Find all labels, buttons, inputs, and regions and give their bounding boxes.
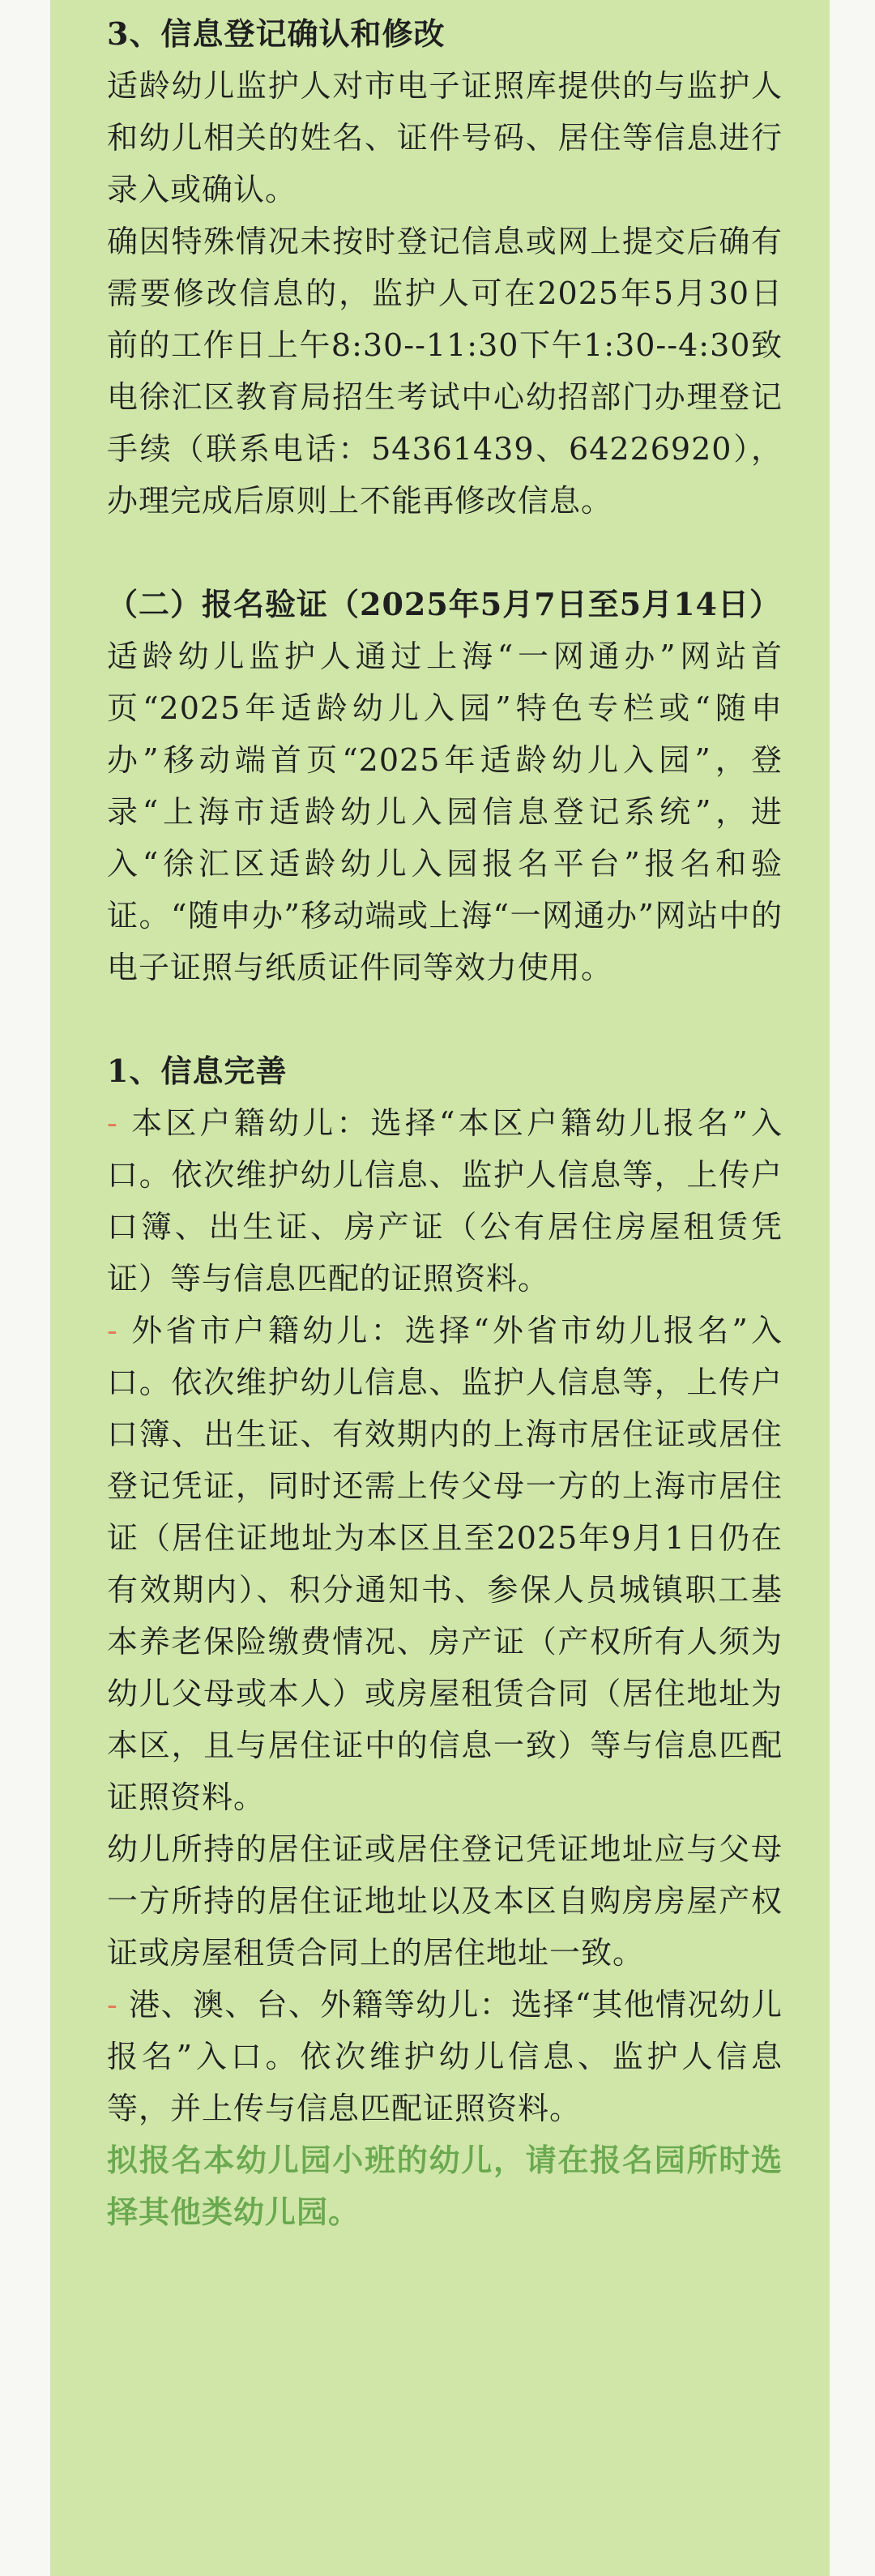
dash-bullet: - — [107, 1987, 118, 2023]
dash-bullet: - — [107, 1313, 118, 1348]
list-item-local-household — [107, 1097, 783, 1305]
list-item-other-province — [107, 1305, 783, 1823]
spacer — [107, 527, 783, 579]
list-item-other-cases — [107, 1979, 783, 2134]
list-item-text: 本区户籍幼儿：选择“本区户籍幼儿报名”入口。依次维护幼儿信息、监护人信息等，上传户口簿、出生证、房产证（公有居住房屋租赁凭证）等与信息匹配的证照资料。 — [107, 1105, 783, 1297]
dash-bullet: - — [107, 1105, 118, 1141]
list-item-text: 外省市户籍幼儿：选择“外省市幼儿报名”入口。依次维护幼儿信息、监护人信息等，上传户口簿、出生证、有效期内的上海市居住证或居住登记凭证，同时还需上传父母一方的上海市居住证（居住证地址为本区且至2025年9月1日仍在有效期内）、积分通知书、参保人员城镇职工基本养老保险缴费情况、房产证（产权所有人须为幼儿父母或本人）或房屋租赁合同（居住地址为本区，且与居住证中的信息一致）等与信息匹配证照资料。 — [107, 1313, 783, 1815]
paragraph-info-entry: 适龄幼儿监护人对市电子证照库提供的与监护人和幼儿相关的姓名、证件号码、居住等信息进行录入或确认。 — [107, 68, 783, 207]
section-heading-registration: （二）报名验证（2025年5月7日至5月14日） — [107, 586, 781, 622]
content-panel — [50, 0, 830, 2576]
section-heading-info-confirm: 3、信息登记确认和修改 — [107, 15, 446, 52]
paragraph-info-modify: 确因特殊情况未按时登记信息或网上提交后确有需要修改信息的，监护人可在2025年5月30日前的工作日上午8:30--11:30下午1:30--4:30致电徐汇区教育局招生考试中心幼招部门办理登记手续（联系电话：54361439、64226920），办理完成后原则上不能再修改信息。 — [107, 224, 783, 519]
highlight-note: 拟报名本幼儿园小班的幼儿，请在报名园所时选择其他类幼儿园。 — [107, 2142, 783, 2230]
spacer — [107, 993, 783, 1045]
paragraph-address-consistency: 幼儿所持的居住证或居住登记凭证地址应与父母一方所持的居住证地址以及本区自购房房屋产权证或房屋租赁合同上的居住地址一致。 — [107, 1831, 783, 1971]
section-heading-info-complete: 1、信息完善 — [107, 1053, 288, 1089]
paragraph-registration: 适龄幼儿监护人通过上海“一网通办”网站首页“2025年适龄幼儿入园”特色专栏或“随申办”移动端首页“2025年适龄幼儿入园”，登录“上海市适龄幼儿入园信息登记系统”，进入“徐汇区适龄幼儿入园报名平台”报名和验证。“随申办”移动端或上海“一网通办”网站中的电子证照与纸质证件同等效力使用。 — [107, 639, 783, 985]
list-item-text: 港、澳、台、外籍等幼儿：选择“其他情况幼儿报名”入口。依次维护幼儿信息、监护人信息等，并上传与信息匹配证照资料。 — [107, 1987, 783, 2126]
